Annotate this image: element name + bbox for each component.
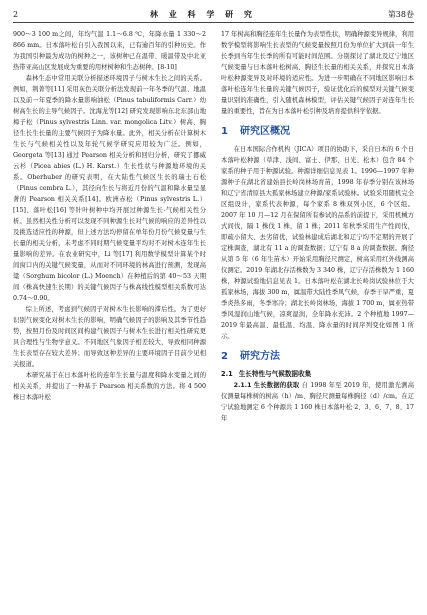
subsubsection-number: 2.1.1: [233, 382, 252, 389]
subsubsection-title: 生长数据的获取: [253, 382, 300, 389]
volume-label: 第38卷: [387, 9, 414, 19]
subsection-number: 2.1: [221, 370, 233, 378]
journal-title: 林 业 科 学 研 究: [149, 8, 256, 19]
section-title: 研究区概况: [239, 126, 290, 137]
section-heading-2: [221, 350, 414, 364]
paragraph: 森林生态中常用关联分析描述环境因子与树木生长之间的关系。例如，荆菁等[11] 采用灰色关联分析法发现前一年冬季的气温、地温以及前一年夏季的降水量影响油松（Pinus tabuliformis Carr.）幼树高生长的主导气候因子。沈海龙等[12] 研究发现影响东北东部山地樟子松（Pinus sylvestris Linn. var. mongolica Litv.）树高、胸径生长生长量的主要气候因子为降水量。此外，相关分析在计算树木生长与气候相关性以及年轮气候学研究应用较为广泛。例如，Georgeta 等[13] 通过 Pearson 相关分析和回归分析，研究了挪威云杉（Picea abies (L.) H. Karst.）生长性状与种源地环境的关系。Oberhuber 的研究表明，在大陆性气候区生长的瑞士石松（Pinus cembra L.），其径向生长与将近月份的气温和降水量呈显著的 Pearson 相关关系[14]。欧洲赤松（Pinus sylvestris L.）[15]、落叶松[16] 等针叶树种中均开展过种源生长-气候相关性分析。虽然相关性分析可以发现不同种源生长对气候的响应的差异性以及挑选适应性的种源，但上述方法均停留在单年份月份气候变量与生长量的相关分析，未考虑不同时期气候变量平均对不对树木连年生长量影响的差异。在农业研究中，Li 等[17] 利用数学模型计算某个时间窗口内的关键气候变量，从而对不同环境的林高进行预测，发现高粱（Sorghum bicolor (L.) Moench）在种植后的第 40～53 天期间（株高快速生长期）的关键气候因子与株高线性模型相关系数可达 0.74～0.90。: [13, 75, 206, 302]
section-heading-1: [221, 125, 414, 139]
paragraph: 综上所述，考虑到气候因子对树木生长影响的滞后性。为了更好识别气候变化对树木生长的影响，明确气候因子的影响及其季节性趋势，按照月份及时间区间构建气候因子与树木生长进行相关性研究更具合理性与生物学意义。不同地区气象因子相差较大，导致相同种源生长表型存在较大差异；而导致这种差异的主要环境因子目前少见相关报道。: [13, 306, 206, 368]
subsection-heading: [221, 369, 414, 380]
section-title: 研究方法: [239, 351, 280, 362]
paragraph: 本研究基于在日本落叶松的连年生长量与温度和降水变量之间的相关关系，并提出了一种基于 Pearson 相关系数的方法。将 4 500 株日本落叶松: [13, 372, 206, 401]
right-column: [221, 29, 414, 611]
subsubsection-text: 自 1998 年至 2019 年，使用激光测高仪测量每株树的树高（h）/m、胸径尺测量每株胸径（d）/cm。在辽宁试验地测定 6 个种源共 1 160 株日本落叶松 2、3、6、7、8、17 年: [221, 382, 414, 422]
subsection-title: 生长特性与气候数据收集: [238, 370, 312, 378]
paragraph: 900～3 100 m之间，年均气温 1.1～6.8 ℃，年降水量 1 330～2 866 mm。日本落叶松自引入我国以来，已有逾百年的引种历史。作为我国引种最为成功的树种之一，该树种已在温带、暖温带及中北亚热带亚高山区发展成为重要的用材树种和生态树种。[8-10]: [13, 31, 206, 71]
section-number: 2: [221, 351, 228, 362]
section-number: 1: [221, 126, 228, 137]
running-header: [13, 6, 414, 23]
left-column: [13, 29, 206, 611]
paragraph: 17 年树高和胸径连年生长量作为表型性状，明确种源变异规律，利用数学模型将影响生长表型的气候变量按照月份为单位扩大到前一年生长季到当年生长季的所有可能时间范围。分别探讨了湖北及辽宁地区气候变量与日本落叶松树高、胸径生长量的相关关系，并探究日本落叶松种源变异及对环境的适应性。为进一步明确在不同地区影响日本落叶松连年生长量的关键气候因子，验证优化后的模型对关键气候变量识别的准确性，引入随机森林模型，评估关键气候因子对连年生长量的重要性，旨在为日本落叶松引种及培育提供科学依据。: [221, 31, 414, 115]
paragraph: [221, 380, 414, 424]
page-number: 2: [13, 9, 19, 19]
paragraph: 在日本国际合作机构（JICA）项目的协助下，采自日本的 6 个日本落叶松种源（草津、浅间、富士、伊那、日光、松本）包含 84 个家系的种子用于种源试验。种源详细信息见表 1。1996—1997 年种源种子在湖北省建始县长岭岗林场育苗，1998 年春季分别在该林场和辽宁省清原县大孤家林场建立种源/家系试验林。试验采用随机完全区组设计，家系代表种源，每个家系 8 株双列小区，6 个区组。2007 年 10 月—12 月在保留所有参试的品系的前提下，采用机械方式间伐，隔 1 株伐 1 株，留 1 株；2011 年秋季采用生产性间伐，即疏小留大、去劣留优，试验林建成后湖北和辽宁均不定期的开展了定株调查，湖北有 11 a 的调查数据；辽宁有 8 a 的调查数据。胸径从第 5 年（6 年生苗木）开始采用胸径尺测定，树高采用红外线测高仪测定。2019 年湖北存活株数为 3 340 株，辽宁存活株数为 1 160 株，种源试验地信息见表 1。日本落叶松在湖北长岭岗试验林位于大孤家林场，海拔 300 m，属温带大陆性季风气候，春季干旱严重，夏季炎热多雨，冬季寒冷；湖北长岭岗林场，海拔 1 700 m，属亚热带季风湿润山地气候，凉爽湿润，全年降水充沛。2 个种植地 1997—2019 年最高温、最低温、均温、降水量的时间序列变化如图 1 所示。: [221, 146, 414, 340]
